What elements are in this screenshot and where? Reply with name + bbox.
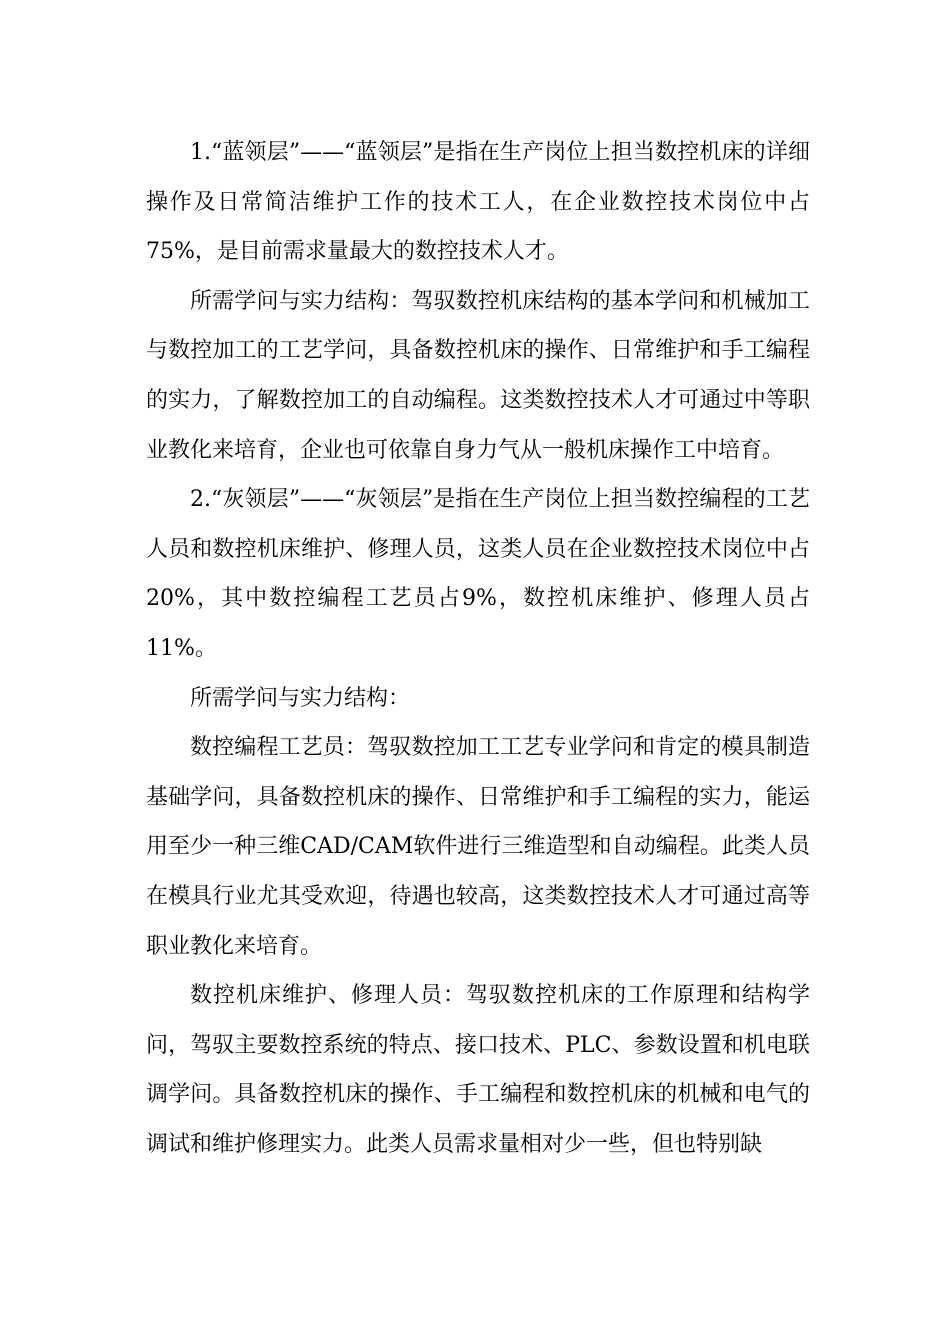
paragraph-gray-collar: 2.“灰领层”——“灰领层”是指在生产岗位上担当数控编程的工艺人员和数控机床维护、修理人员，这类人员在企业数控技术岗位中占20%，其中数控编程工艺员占9%，数控机床维护、修理人员占11%。 [146,487,810,661]
document-body [146,128,810,1169]
paragraph-maintenance-staff: 数控机床维护、修理人员：驾驭数控机床的工作原理和结构学问，驾驭主要数控系统的特点、接口技术、PLC、参数设置和机电联调学问。具备数控机床的操作、手工编程和数控机床的机械和电气的调试和维护修理实力。此类人员需求量相对少一些，但也特别缺 [146,983,810,1157]
paragraph-programming-technician: 数控编程工艺员：驾驭数控加工工艺专业学问和肯定的模具制造基础学问，具备数控机床的操作、日常维护和手工编程的实力，能运用至少一种三维CAD/CAM软件进行三维造型和自动编程。此类人员在模具行业尤其受欢迎，待遇也较高，这类数控技术人才可通过高等职业教化来培育。 [146,735,810,959]
paragraph-skills-heading: 所需学问与实力结构： [190,685,411,711]
paragraph-blue-collar: 1.“蓝领层”——“蓝领层”是指在生产岗位上担当数控机床的详细操作及日常简洁维护工作的技术工人，在企业数控技术岗位中占75%，是目前需求量最大的数控技术人才。 [146,140,810,265]
paragraph-blue-collar-skills: 所需学问与实力结构：驾驭数控机床结构的基本学问和机械加工与数控加工的工艺学问，具备数控机床的操作、日常维护和手工编程的实力，了解数控加工的自动编程。这类数控技术人才可通过中等职业教化来培育，企业也可依靠自身力气从一般机床操作工中培育。 [146,288,810,463]
